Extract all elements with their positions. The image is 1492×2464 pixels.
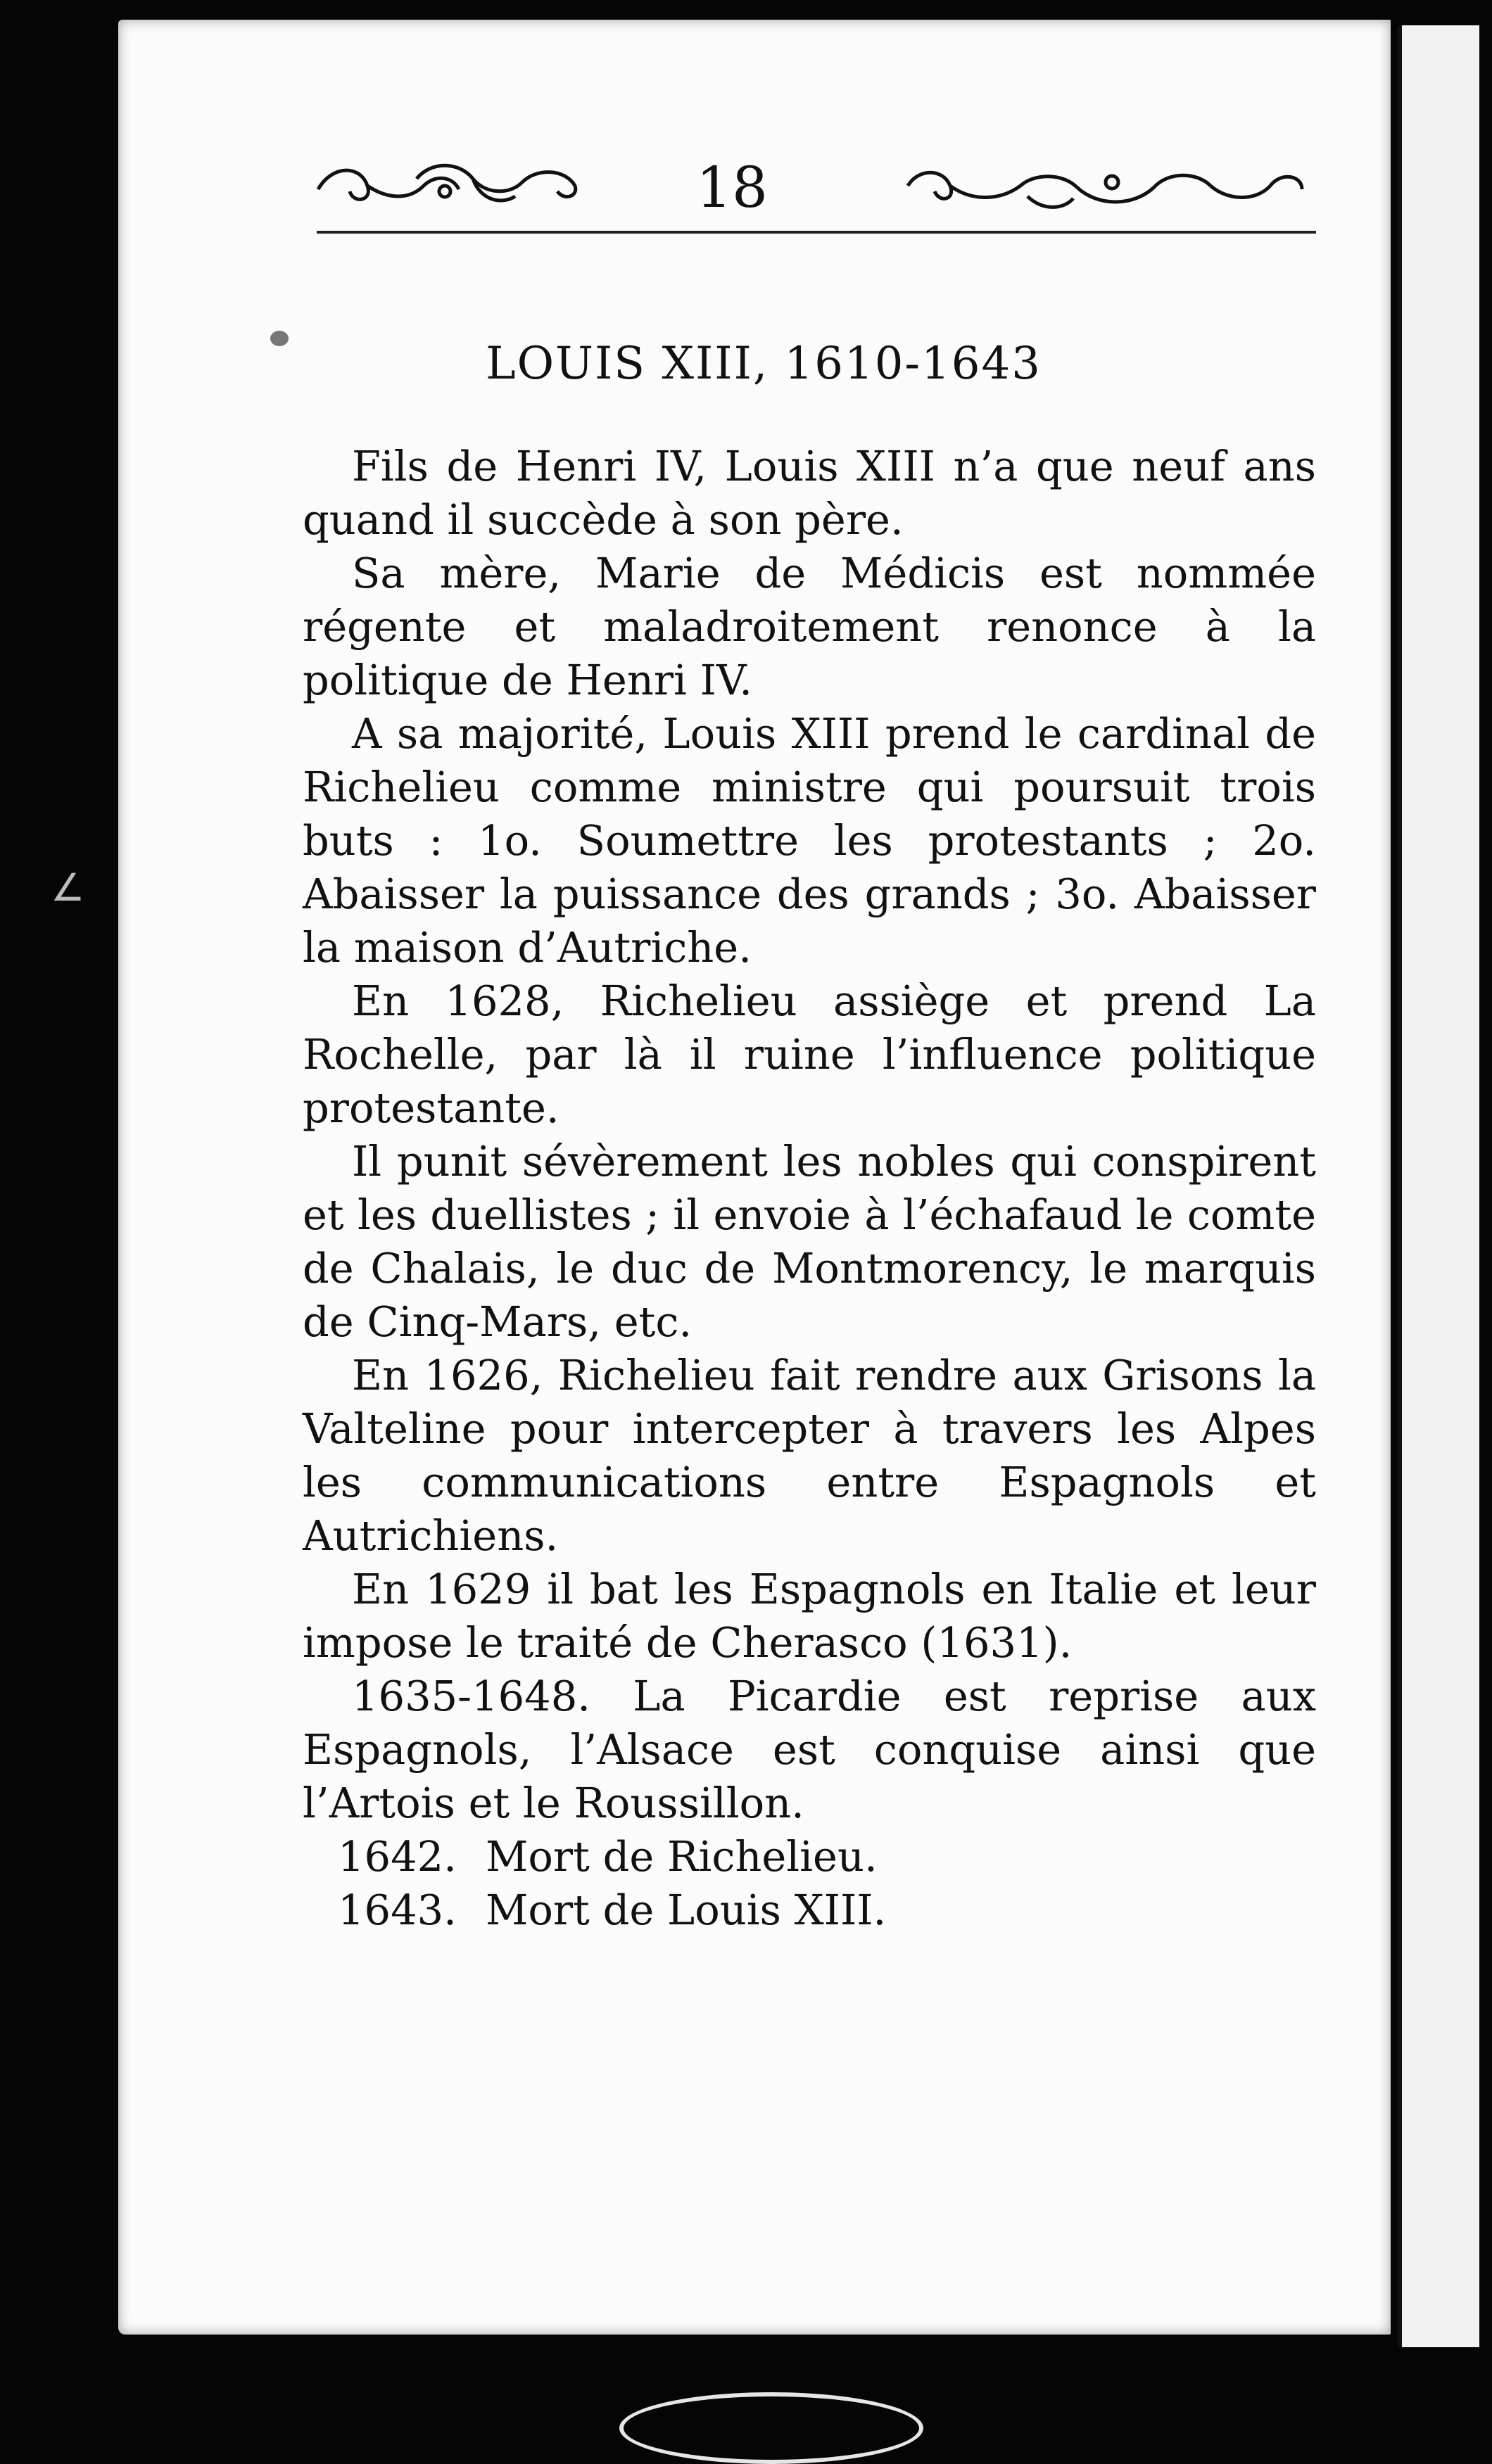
page-curl-shadow bbox=[619, 2392, 923, 2464]
facing-page-edge bbox=[1398, 25, 1479, 2347]
paragraph: En 1629 il bat les Espagnols en Italie et leur impose le traité de Cherasco (1631). bbox=[303, 1565, 1316, 1667]
page-header bbox=[197, 148, 1323, 260]
paragraph: 1635-1648. La Picardie est reprise aux Espagnols, l’Alsace est conquise ainsi que l’Artois et le Roussillon. bbox=[303, 1672, 1316, 1827]
chronology-year: 1643. bbox=[338, 1886, 457, 1934]
chapter-body bbox=[303, 440, 1316, 1937]
right-scroll-ornament-icon bbox=[901, 158, 1309, 214]
chapter-title: LOUIS XIII, 1610-1643 bbox=[486, 338, 1042, 390]
paragraph: Sa mère, Marie de Médicis est nommée régente et maladroitement renonce à la politique de Henri IV. bbox=[303, 549, 1316, 704]
paragraph: En 1626, Richelieu fait rendre aux Grisons la Valteline pour intercepter à travers les Alpes les communications entre Espagnols et Autrichiens. bbox=[303, 1351, 1316, 1560]
paragraph: A sa majorité, Louis XIII prend le cardinal de Richelieu comme ministre qui poursuit trois buts : 1o. Soumettre les protestants ; 2o. Abaisser la puissance des grands ; 3o. Abaisser la maison d’Autriche. bbox=[303, 709, 1316, 972]
paragraph: Fils de Henri IV, Louis XIII n’a que neuf ans quand il succède à son père. bbox=[303, 442, 1316, 544]
paragraph: Il punit sévèrement les nobles qui conspirent et les duellistes ; il envoie à l’échafaud le comte de Chalais, le duc de Montmorency, le marquis de Cinq-Mars, etc. bbox=[303, 1137, 1316, 1346]
chronology-event: Mort de Richelieu. bbox=[486, 1832, 878, 1881]
chronology-entry bbox=[303, 1884, 1316, 1937]
margin-mark-icon: ∠ bbox=[51, 865, 85, 910]
chronology-event: Mort de Louis XIII. bbox=[486, 1886, 887, 1934]
header-rule bbox=[317, 231, 1316, 234]
chronology-entry bbox=[303, 1830, 1316, 1884]
paragraph: En 1628, Richelieu assiège et prend La Rochelle, par là il ruine l’influence politique protestante. bbox=[303, 977, 1316, 1132]
chronology-year: 1642. bbox=[338, 1832, 457, 1881]
page-number: 18 bbox=[696, 155, 768, 220]
